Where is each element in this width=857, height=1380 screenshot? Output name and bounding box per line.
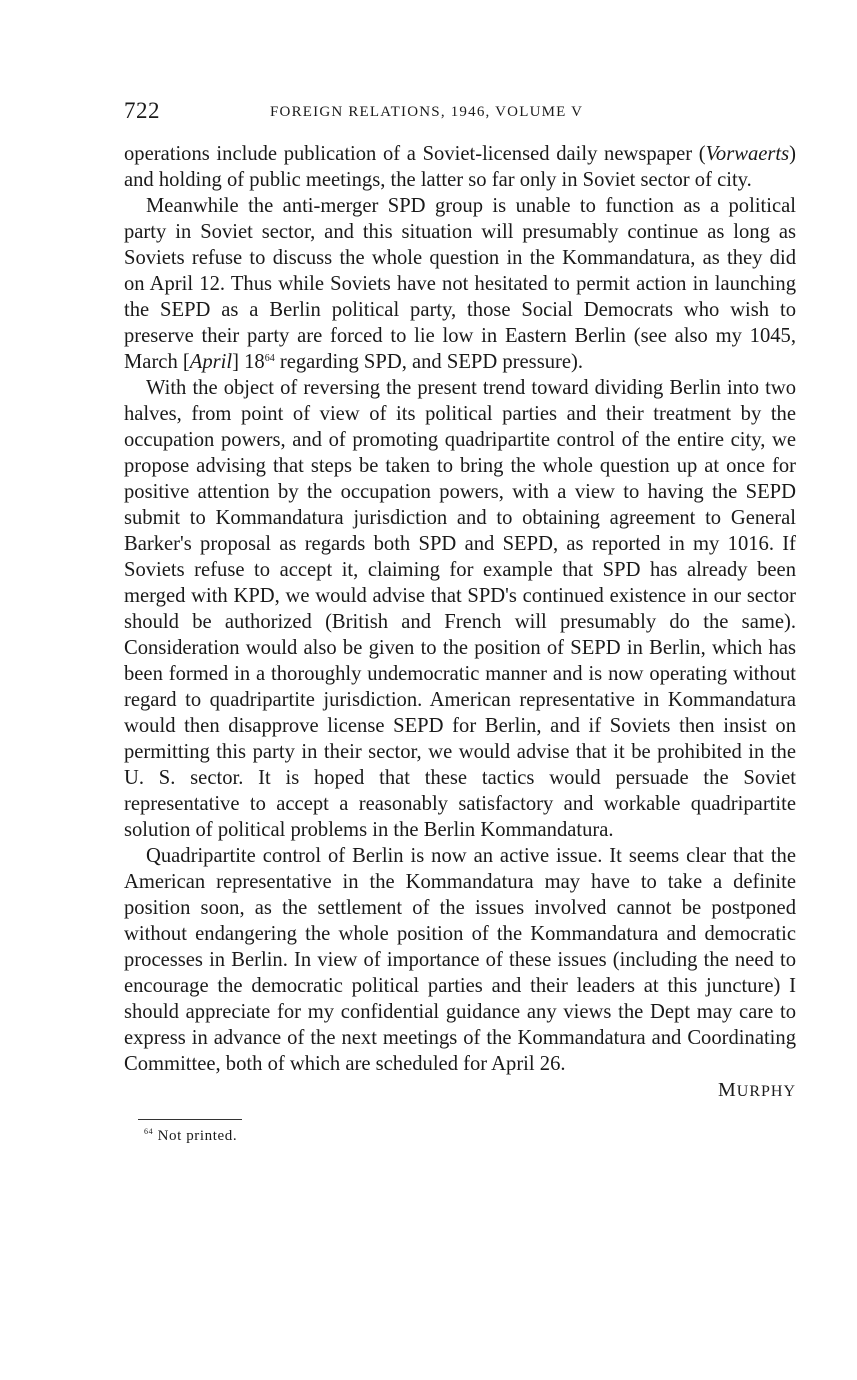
document-body [124, 141, 796, 1077]
running-head: FOREIGN RELATIONS, 1946, VOLUME V [270, 104, 584, 120]
signature: MURPHY [717, 1079, 796, 1101]
page-number: 722 [124, 98, 160, 123]
document-page [124, 96, 796, 1145]
paragraph-proposal: With the object of reversing the present trend toward dividing Berlin into two halves, from point of view of its political parties and their treatment by the occupation powers, and of promoting quadripartite control of the entire city, we propose advising that steps be taken to bring the whole question up at once for positive attention by the occupation powers, with a view to having the SEPD submit to Kommandatura jurisdiction and to obtaining agreement to General Barker's proposal as regards both SPD and SEPD, as reported in my 1016. If Soviets refuse to accept it, claiming for example that SPD has already been merged with KPD, we would advise that SPD's continued existence in our sector should be authorized (British and French will presumably do the same). Consideration would also be given to the position of SEPD in Berlin, which has been formed in a thoroughly undemocratic manner and is now operating without regard to quadripartite jurisdiction. American representative in Kommandatura would then disapprove license SEPD for Berlin, and if Soviets then insist on permitting this party in their sector, we would advise that it be prohibited in the U. S. sector. It is hoped that these tactics would persuade the Soviet representative to accept a reasonably satisfactory and workable quadripartite solution of political problems in the Berlin Kommandatura. [124, 377, 796, 841]
paragraph-anti-merger: Meanwhile the anti-merger SPD group is unable to function as a political party in Soviet sector, and this situation will presumably continue as long as Soviets refuse to discuss the whole question in the Kommandatura, as they did on April 12. Thus while Soviets have not hesitated to permit action in launching the SEPD as a Berlin political party, those Social Democrats who wish to preserve their party are forced to lie low in Eastern Berlin (see also my 1045, March [April] 18$^{64}$ regarding SPD, and SEPD pressure). [124, 195, 796, 373]
footnote-reference: 64 [264, 353, 275, 364]
editorial-correction: April [189, 351, 233, 373]
newspaper-title: Vorwaerts [705, 143, 790, 165]
footnote-text: Not printed. [157, 1128, 238, 1144]
footnote-marker: 64 [144, 1127, 154, 1136]
footnote-divider [138, 1119, 242, 1120]
paragraph-quadripartite-control: Quadripartite control of Berlin is now an active issue. It seems clear that the American representative in the Kommandatura may have to take a definite position soon, as the settlement of the issues involved cannot be postponed without endangering the whole position of the Kommandatura and democratic processes in Berlin. In view of importance of these issues (including the need to encourage the democratic political parties and their leaders at this juncture) I should appreciate for my confidential guidance any views the Dept may care to express in advance of the next meetings of the Kommandatura and Coordinating Committee, both of which are scheduled for April 26. [124, 845, 796, 1075]
page-header [124, 96, 796, 128]
paragraph-continuation: operations include publication of a Soviet-licensed daily newspaper (Vorwaerts) and holding of public meetings, the latter so far only in Soviet sector of city. [124, 143, 796, 191]
footnote [144, 1128, 796, 1145]
